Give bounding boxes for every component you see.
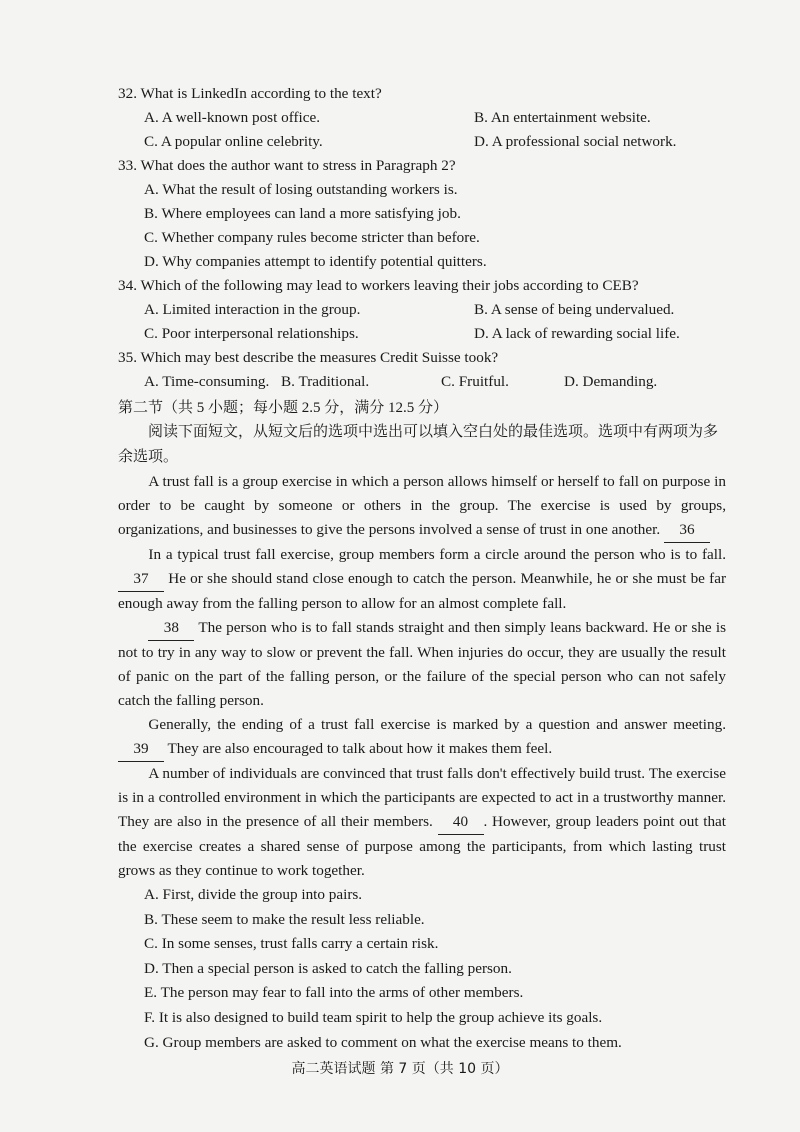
paragraph-3	[118, 616, 726, 713]
choice-b: B. These seem to make the result less reliable.	[144, 910, 425, 928]
blank-36: 36	[664, 518, 710, 543]
paragraph-1	[118, 470, 726, 543]
choice-list	[144, 883, 726, 1055]
paragraph-4-text-b: They are also encouraged to talk about how it makes them feel.	[167, 740, 553, 757]
paragraph-4	[118, 713, 726, 762]
paragraph-3-text: The person who is to fall stands straight and then simply leans backward. He or she is not to try in any way to slow or prevent the fall. When injuries do occur, they are usually the result of panic on the part of the falling person, or the failure of the special person who can not safely catch the falling person.	[118, 619, 726, 709]
question-34-stem: 34. Which of the following may lead to workers leaving their jobs according to CEB?	[118, 277, 639, 294]
blank-38: 38	[148, 616, 194, 641]
question-35-options	[144, 370, 726, 394]
blank-40: 40	[438, 810, 484, 835]
choice-e: E. The person may fear to fall into the arms of other members.	[144, 984, 524, 1002]
option-32-b: B. An entertainment website.	[474, 109, 651, 126]
paragraph-2-text-a: In a typical trust fall exercise, group members form a circle around the person who is to fall.	[148, 546, 726, 563]
paragraph-5-text-b: . However, group leaders point out that the exercise creates a shared sense of purpose among the participants, from which lasting trust grows as they continue to work together.	[118, 813, 727, 879]
option-34-d: D. A lack of rewarding social life.	[474, 325, 680, 342]
question-33-options	[144, 178, 726, 274]
section-title: 第二节（共 5 小题；每小题 2.5 分，满分 12.5 分）	[118, 400, 449, 416]
choice-g: G. Group members are asked to comment on what the exercise means to them.	[144, 1033, 622, 1051]
option-35-c: C. Fruitful.	[441, 373, 509, 390]
option-34-c: C. Poor interpersonal relationships.	[144, 325, 359, 342]
blank-39: 39	[118, 737, 164, 762]
section-instruction: 阅读下面短文，从短文后的选项中选出可以填入空白处的最佳选项。选项中有两项为多余选项。	[118, 424, 719, 465]
paragraph-2-text-b: He or she should stand close enough to catch the person. Meanwhile, he or she must be far enough away from the falling person to allow for an almost complete fall.	[118, 570, 726, 612]
option-34-b: B. A sense of being undervalued.	[474, 301, 675, 318]
option-32-d: D. A professional social network.	[474, 133, 677, 150]
question-34-options	[144, 298, 726, 346]
question-32-stem: 32. What is LinkedIn according to the text?	[118, 85, 382, 102]
passage	[118, 470, 726, 883]
paragraph-5-text-a: A number of individuals are convinced that trust falls don't effectively build trust. The exercise is in a controlled environment in which the participants are expected to act in a trustworthy manner. They are also in the presence of all their members.	[118, 765, 726, 830]
paragraph-5	[118, 762, 726, 883]
question-32-options	[144, 106, 726, 154]
page-footer: 高二英语试题 第 7 页（共 10 页）	[291, 1061, 509, 1077]
option-33-c: C. Whether company rules become stricter than before.	[144, 229, 480, 246]
question-35-stem: 35. Which may best describe the measures Credit Suisse took?	[118, 349, 499, 366]
option-35-b: B. Traditional.	[281, 373, 370, 390]
question-33-stem: 33. What does the author want to stress in Paragraph 2?	[118, 157, 456, 174]
option-33-a: A. What the result of losing outstanding workers is.	[144, 181, 458, 198]
option-32-c: C. A popular online celebrity.	[144, 133, 323, 150]
paragraph-4-text-a: Generally, the ending of a trust fall exercise is marked by a question and answer meeting.	[148, 716, 726, 733]
paragraph-2	[118, 543, 726, 616]
option-33-b: B. Where employees can land a more satisfying job.	[144, 205, 461, 222]
blank-37: 37	[118, 567, 164, 592]
option-34-a: A. Limited interaction in the group.	[144, 301, 361, 318]
choice-a: A. First, divide the group into pairs.	[144, 886, 363, 903]
option-32-a: A. A well-known post office.	[144, 109, 321, 126]
option-35-d: D. Demanding.	[564, 373, 658, 390]
choice-d: D. Then a special person is asked to catch the falling person.	[144, 959, 512, 977]
option-35-a: A. Time-consuming.	[144, 373, 270, 390]
option-33-d: D. Why companies attempt to identify potential quitters.	[144, 253, 487, 270]
choice-f: F. It is also designed to build team spirit to help the group achieve its goals.	[144, 1008, 603, 1026]
choice-c: C. In some senses, trust falls carry a certain risk.	[144, 935, 439, 953]
paragraph-1-text: A trust fall is a group exercise in which a person allows himself or herself to fall on purpose in order to be caught by someone or others in the group. The exercise is used by groups, organizations, and businesses to give the persons involved a sense of trust in one another.	[118, 473, 726, 538]
